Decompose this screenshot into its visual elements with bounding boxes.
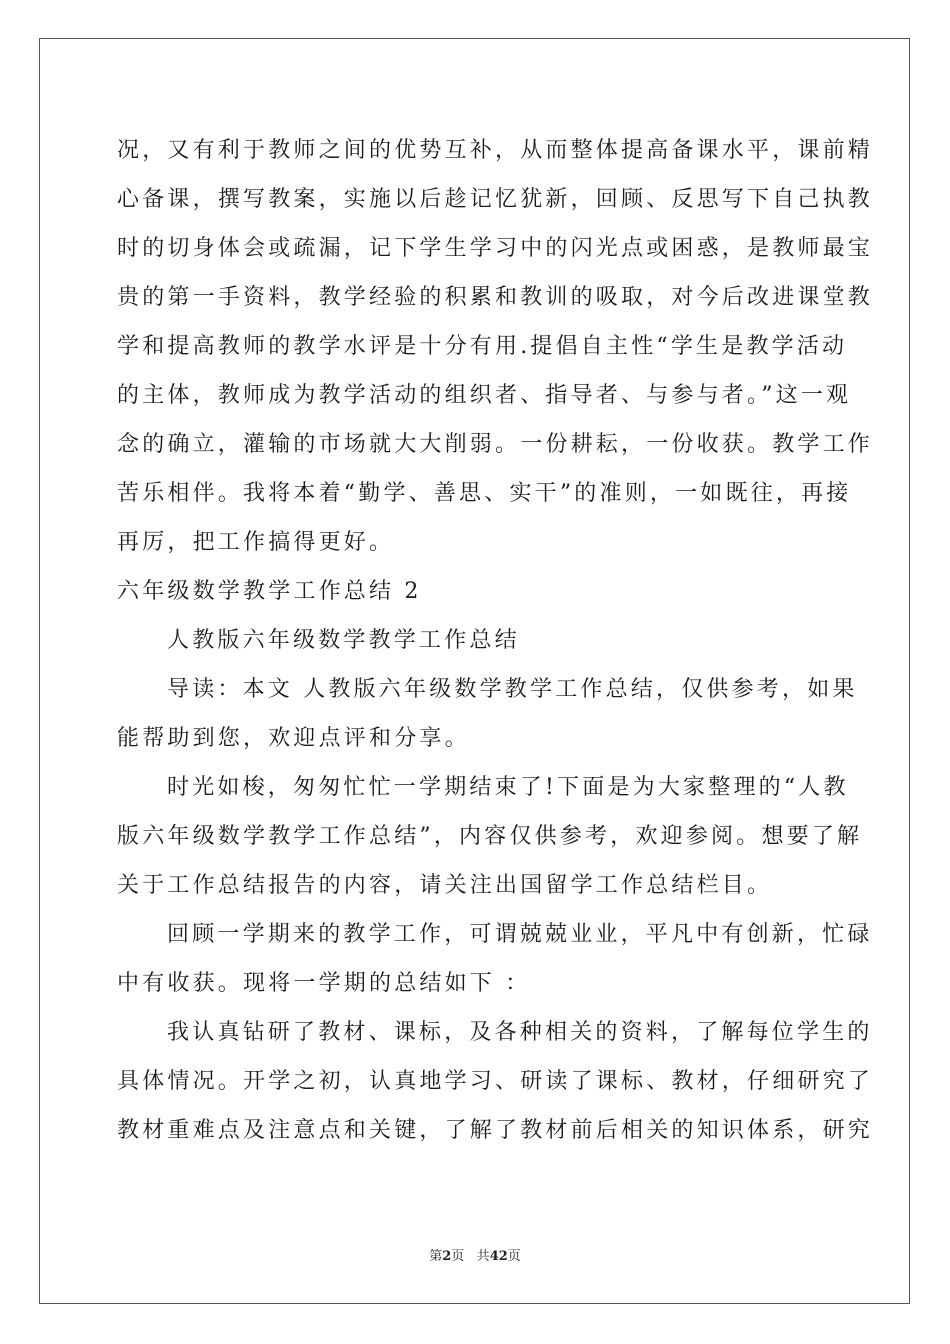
text-line: 再厉，把工作搞得更好。	[117, 530, 395, 555]
text-line: 学和提高教师的教学水评是十分有用.提倡自主性“学生是教学活动	[117, 334, 848, 359]
text-line: 时光如梭，匆匆忙忙一学期结束了!下面是为大家整理的“人教	[167, 775, 849, 800]
text-line: 关于工作总结报告的内容，请关注出国留学工作总结栏目。	[117, 873, 773, 898]
text-line: 版六年级数学教学工作总结”，内容仅供参考，欢迎参阅。想要了解	[117, 824, 863, 849]
text-line: 念的确立，灌输的市场就大大削弱。一份耕耘，一份收获。教学工作	[117, 432, 874, 457]
text-line: 我认真钻研了教材、课标，及各种相关的资料，了解每位学生的	[167, 1020, 873, 1045]
article-title: 人教版六年级数学教学工作总结	[167, 628, 520, 653]
footer-total-unit: 页	[507, 1249, 521, 1264]
text-line: 具体情况。开学之初，认真地学习、研读了课标、教材，仔细研究了	[117, 1069, 874, 1094]
text-line: 贵的第一手资料，教学经验的积累和教训的吸取，对今后改进课堂教	[117, 285, 874, 310]
footer-page-unit: 页	[451, 1249, 465, 1264]
text-line: 时的切身体会或疏漏，记下学生学习中的闪光点或困惑，是教师最宝	[117, 236, 874, 261]
section-heading: 六年级数学教学工作总结 2	[117, 579, 422, 604]
footer-prefix: 第	[429, 1249, 443, 1264]
text-line: 况，又有利于教师之间的优势互补，从而整体提高备课水平，课前精	[117, 138, 874, 163]
current-page-number: 2	[442, 1249, 452, 1264]
document-body	[117, 126, 874, 1155]
text-line: 心备课，撰写教案，实施以后趁记忆犹新，回顾、反思写下自己执教	[117, 187, 874, 212]
text-line: 的主体，教师成为教学活动的组织者、指导者、与参与者。”这一观	[117, 383, 852, 408]
text-line: 教材重难点及注意点和关键，了解了教材前后相关的知识体系，研究	[117, 1118, 874, 1143]
text-line: 苦乐相伴。我将本着“勤学、善思、实干”的准则，一如既往，再接	[117, 481, 852, 506]
text-line: 导读：本文 人教版六年级数学教学工作总结，仅供参考，如果	[167, 677, 858, 702]
text-line: 回顾一学期来的教学工作，可谓兢兢业业，平凡中有创新，忙碌	[167, 922, 873, 947]
text-line: 中有收获。现将一学期的总结如下 ：	[117, 971, 531, 996]
total-pages-number: 42	[489, 1249, 508, 1264]
text-line: 能帮助到您，欢迎点评和分享。	[117, 726, 470, 751]
footer-total-prefix: 共	[476, 1249, 490, 1264]
page-footer	[0, 1248, 950, 1266]
